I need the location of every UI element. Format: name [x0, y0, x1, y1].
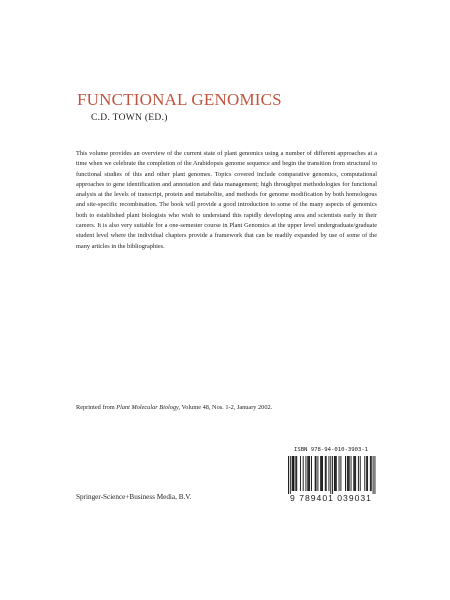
barcode-bar [292, 456, 293, 491]
barcode-bar [347, 456, 348, 491]
barcode-bar [322, 456, 323, 491]
barcode-bar [340, 456, 341, 491]
barcode-bar [334, 456, 335, 491]
barcode-bar [348, 456, 349, 491]
barcode-bars [282, 456, 380, 494]
barcode-bar [294, 456, 295, 491]
barcode-bar [358, 456, 359, 491]
barcode-bar [360, 456, 361, 491]
barcode-bar [300, 456, 301, 491]
editor-name: C.D. TOWN (ED.) [91, 113, 168, 123]
barcode-bar [336, 456, 337, 491]
barcode-bar [332, 456, 333, 494]
barcode-bar [293, 456, 294, 491]
barcode-bar [366, 456, 367, 491]
barcode-bar [315, 456, 316, 491]
barcode-bar [335, 456, 336, 491]
barcode-bar [309, 456, 310, 491]
barcode-bar [351, 456, 352, 491]
barcode-bar [305, 456, 306, 491]
barcode-bar [308, 456, 309, 491]
isbn-barcode [282, 447, 380, 521]
reprint-prefix: Reprinted from [76, 404, 117, 411]
publisher-name: Springer-Science+Business Media, B.V. [76, 493, 192, 501]
barcode-bar [353, 456, 354, 491]
barcode-bar [321, 456, 322, 491]
barcode-bar [367, 456, 368, 491]
barcode-bar [317, 456, 318, 491]
barcode-bar [288, 456, 289, 494]
barcode-bar [339, 456, 340, 491]
barcode-bar [296, 456, 297, 491]
barcode-bar [307, 456, 308, 491]
reprint-journal: Plant Molecular Biology, [116, 404, 181, 411]
barcode-bar [326, 456, 327, 491]
barcode-bar [295, 456, 296, 491]
barcode-bar [316, 456, 317, 491]
book-description: This volume provides an overview of the current state of plant genomics using a number of different approaches at a time when we celebrate the completion of the Arabidopsis genome sequence and begin the transition from structural to functional studies of this and other plant genomes. Topics covered include comparative genomics, computational approaches to gene identification and annotation and data management; high throughput methodologies for functional analysis at the levels of transcript, protein and metabolite, and methods for genome modification by both homologous and site-specific recombination. The book will provide a good introduction to some of the many aspects of genomics both to established plant biologists who wish to understand this rapidly developing area and scientists early in their careers. It is also very suitable for a one-semester course in Plant Genomics at the upper level undergraduate/graduate student level where the individual chapters provide a framework that can be readily expanded by use of some of the many articles in the bibliographies. [76, 150, 377, 250]
book-title: FUNCTIONAL GENOMICS [77, 90, 282, 109]
barcode-bar [371, 456, 372, 491]
barcode-bar [303, 456, 304, 491]
barcode-bar [364, 456, 365, 491]
barcode-bar [290, 456, 291, 494]
barcode-bar [349, 456, 350, 491]
barcode-digits: 9 789401 039031 [290, 493, 372, 503]
barcode-bar [370, 456, 371, 491]
barcode-bar [320, 456, 321, 491]
barcode-bar [330, 456, 331, 494]
reprint-suffix: Volume 48, Nos. 1-2, January 2002. [180, 404, 273, 411]
reprint-note [76, 404, 272, 411]
barcode-bar [325, 456, 326, 491]
isbn-number: ISBN 978-94-010-3903-1 [293, 447, 369, 453]
barcode-bar [374, 456, 375, 494]
barcode-bar [328, 456, 329, 491]
barcode-bar [345, 456, 346, 491]
barcode-bar [355, 456, 356, 491]
barcode-bar [311, 456, 312, 491]
barcode-bar [373, 456, 374, 494]
barcode-bar [354, 456, 355, 491]
